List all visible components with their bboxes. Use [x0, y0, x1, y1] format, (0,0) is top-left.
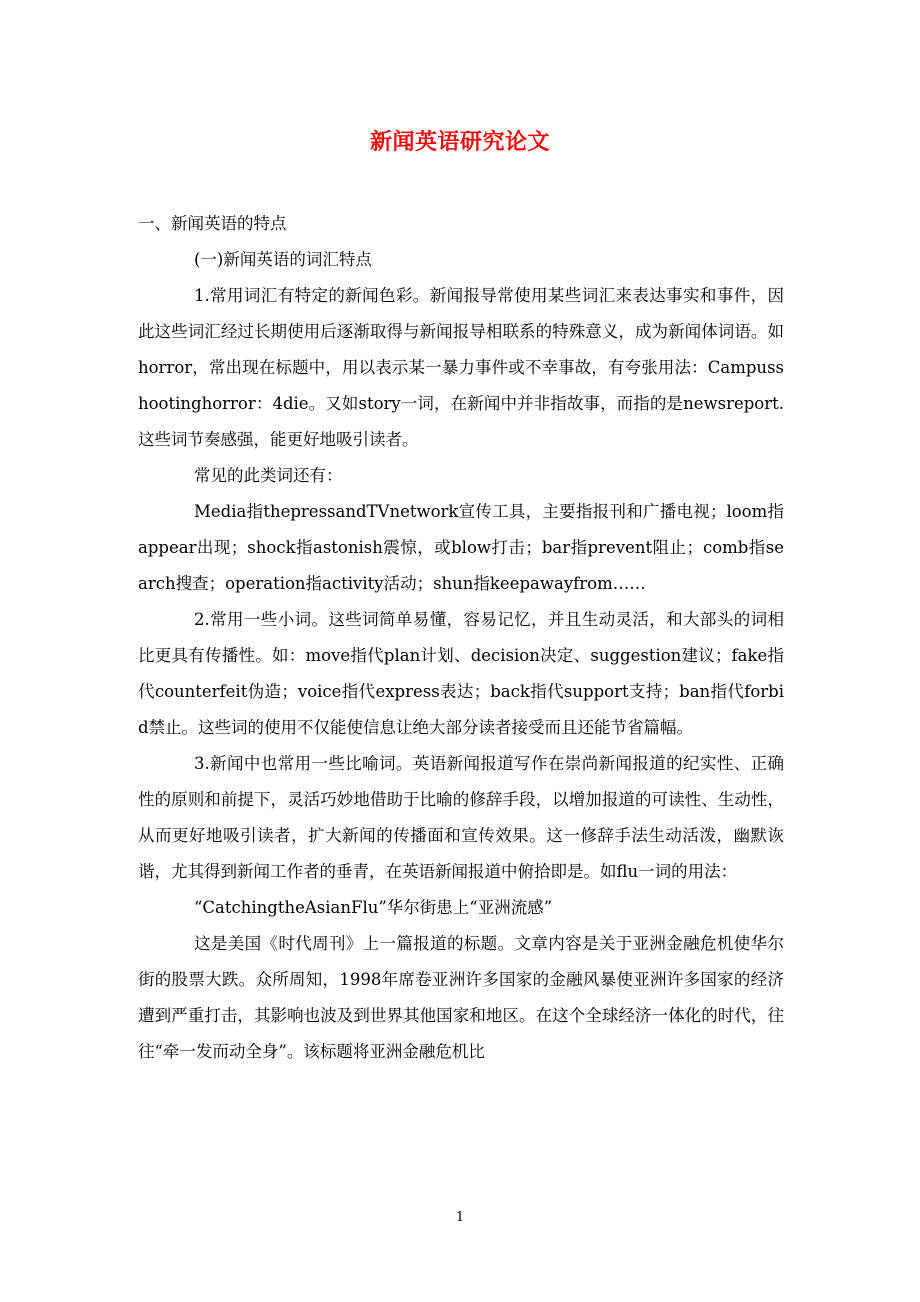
paragraph-vocabulary-news-color: 1.常用词汇有特定的新闻色彩。新闻报导常使用某些词汇来表达事实和事件，因此这些词汇经过长期使用后逐渐取得与新闻报导相联系的特殊意义，成为新闻体词语。如horror，常出现在标题中，用以表示某一暴力事件或不幸事故，有夸张用法：Campusshootinghorror：4die。又如story一词，在新闻中并非指故事，而指的是newsreport.这些词节奏感强，能更好地吸引读者。 — [138, 286, 784, 449]
page-title: 新闻英语研究论文 — [369, 129, 550, 155]
paragraph-word-list: Media指thepressandTVnetwork宣传工具，主要指报刊和广播电视；loom指appear出现；shock指astonish震惊，或blow打击；bar指prevent阻止；comb指search搜查；operation指activity活动；shun指keepawayfrom…… — [138, 502, 784, 593]
paragraph-metaphor-words: 3.新闻中也常用一些比喻词。英语新闻报道写作在崇尚新闻报道的纪实性、正确性的原则和前提下，灵活巧妙地借助于比喻的修辞手段，以增加报道的可读性、生动性，从而更好地吸引读者，扩大新闻的传播面和宣传效果。这一修辞手法生动活泼，幽默诙谐，尤其得到新闻工作者的垂青，在英语新闻报道中俯拾即是。如flu一词的用法： — [138, 754, 784, 881]
subsection-heading: (一)新闻英语的词汇特点 — [194, 250, 372, 269]
document-body — [138, 206, 784, 1070]
section-heading: 一、新闻英语的特点 — [138, 214, 287, 233]
page-number: 1 — [455, 1210, 465, 1225]
paragraph-small-words: 2.常用一些小词。这些词简单易懂，容易记忆，并且生动灵活，和大部头的词相比更具有传播性。如：move指代plan计划、decision决定、suggestion建议；fake指代counterfeit伪造；voice指代express表达；back指代support支持；ban指代forbid禁止。这些词的使用不仅能使信息让绝大部分读者接受而且还能节省篇幅。 — [138, 610, 784, 737]
paragraph-example-explanation: 这是美国《时代周刊》上一篇报道的标题。文章内容是关于亚洲金融危机使华尔街的股票大跌。众所周知，1998年席卷亚洲许多国家的金融风暴使亚洲许多国家的经济遭到严重打击，其影响也波及到世界其他国家和地区。在这个全球经济一体化的时代，往往“牵一发而动全身”。该标题将亚洲金融危机比 — [138, 934, 784, 1061]
paragraph-common-words-intro: 常见的此类词还有： — [194, 466, 343, 485]
paragraph-example-headline: “CatchingtheAsianFlu”华尔街患上“亚洲流感” — [194, 898, 553, 917]
